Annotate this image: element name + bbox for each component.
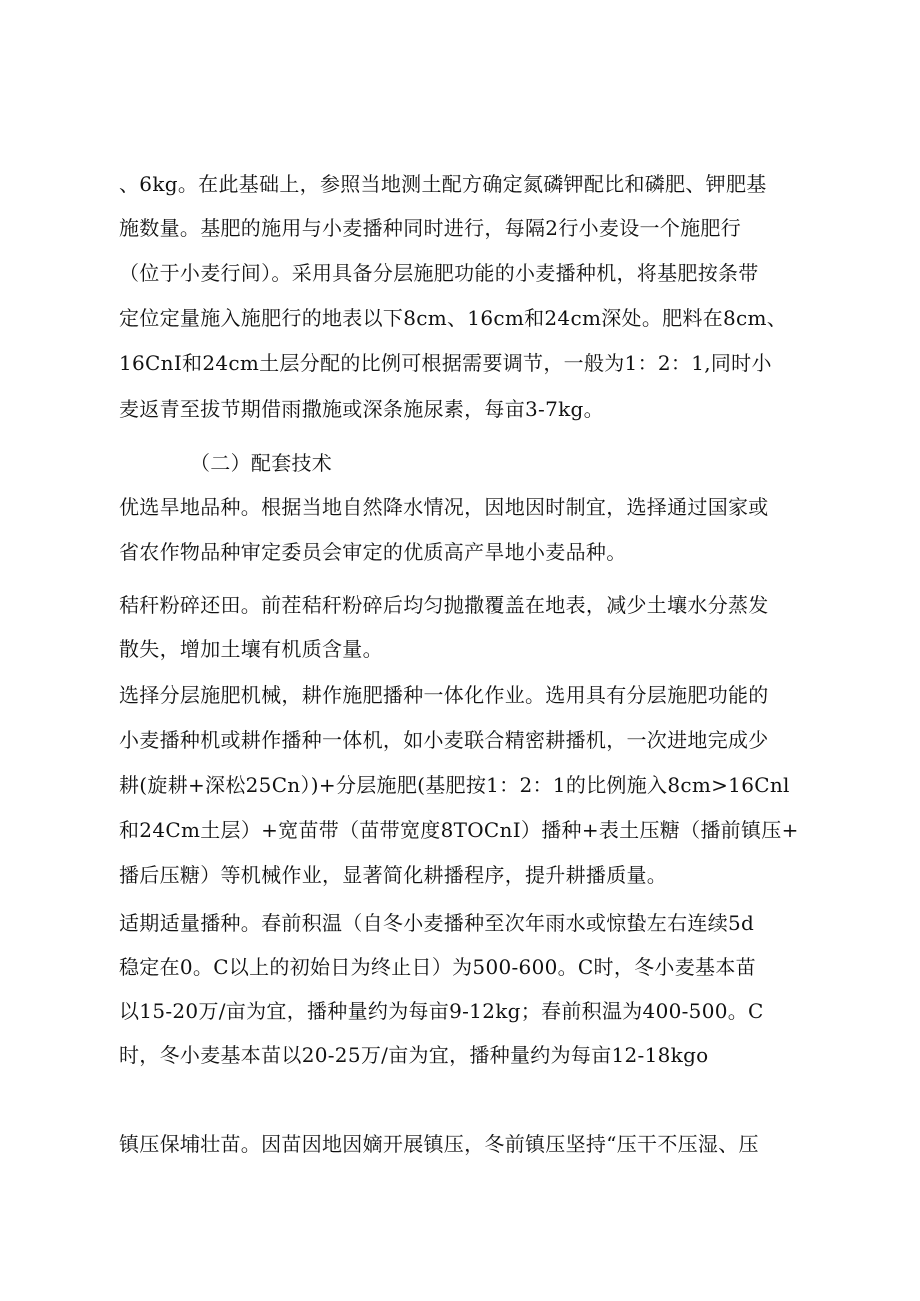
body-text-line: 耕(旋耕+深松25Cn）)+分层施肥(基肥按1：2：1的比例施入8cm>16Cnl (119, 773, 790, 797)
body-text-line: 16CnI和24cm土层分配的比例可根据需要调节，一般为1：2：1,同时小 (119, 351, 772, 375)
body-text-line: 麦返青至拔节期借雨撒施或深条施尿素，每亩3-7kg。 (119, 397, 604, 421)
body-text-line: （位于小麦行间）。采用具备分层施肥功能的小麦播种机，将基肥按条带 (119, 261, 759, 285)
body-text-line: 镇压保埔壮苗。因苗因地因嫡开展镇压，冬前镇压坚持“压干不压湿、压 (119, 1132, 759, 1156)
section-heading: （二）配套技术 (190, 451, 333, 475)
body-text-line: 以15-20万/亩为宜，播种量约为每亩9-12kg；春前积温为400-500。C (119, 999, 764, 1023)
body-text-line: 散失，增加土壤有机质含量。 (119, 637, 383, 661)
body-text-line: 适期适量播种。春前积温（自冬小麦播种至次年雨水或惊蛰左右连续5d (119, 911, 755, 935)
body-text-line: 和24Cm土层）+宽苗带（苗带宽度8TOCnI）播种+表土压糖（播前镇压+ (119, 818, 799, 842)
body-text-line: 小麦播种机或耕作播种一体机，如小麦联合精密耕播机，一次进地完成少 (119, 728, 769, 752)
body-text-line: 时，冬小麦基本苗以20-25万/亩为宜，播种量约为每亩12-18kgo (119, 1043, 709, 1067)
body-text-line: 稳定在0。C以上的初始日为终止日）为500-600。C时，冬小麦基本苗 (119, 955, 756, 979)
body-text-line: 定位定量施入施肥行的地表以下8cm、16cm和24cm深处。肥料在8cm、 (119, 306, 788, 330)
body-text-line: 播后压糖）等机械作业，显著简化耕播程序，提升耕播质量。 (119, 863, 668, 887)
body-text-line: 施数量。基肥的施用与小麦播种同时进行，每隔2行小麦设一个施肥行 (119, 216, 742, 240)
body-text-line: 、6kg。在此基础上，参照当地测土配方确定氮磷钾配比和磷肥、钾肥基 (119, 172, 767, 196)
body-text-line: 秸秆粉碎还田。前茬秸秆粉碎后均匀抛撒覆盖在地表，减少土壤水分蒸发 (119, 593, 769, 617)
body-text-line: 省农作物品种审定委员会审定的优质高产旱地小麦品种。 (119, 540, 627, 564)
body-text-line: 优选旱地品种。根据当地自然降水情况，因地因时制宜，选择通过国家或 (119, 495, 769, 519)
body-text-line: 选择分层施肥机械，耕作施肥播种一体化作业。选用具有分层施肥功能的 (119, 683, 769, 707)
